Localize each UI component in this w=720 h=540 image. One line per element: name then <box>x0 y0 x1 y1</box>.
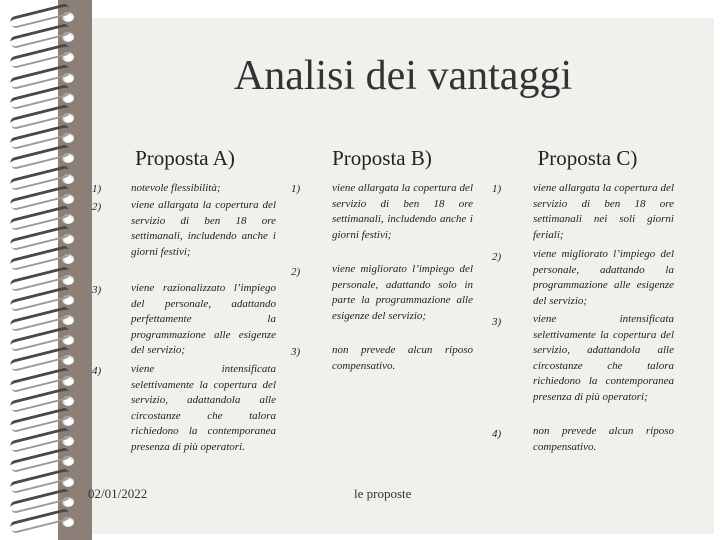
item-text: viene migliorato l’impiego del personale, adattando la programmazione alle esigenze del servizio; <box>533 248 674 307</box>
item-number: 2) <box>291 266 301 278</box>
item-number: 3) <box>492 316 502 328</box>
item-number: 1) <box>492 183 502 195</box>
item-text: viene allargata la copertura del servizio di ben 18 ore settimanali, includendo anche i giorni festivi; <box>131 199 276 258</box>
footer-date: 02/01/2022 <box>88 486 148 501</box>
column-header-a: Proposta A) <box>135 146 235 170</box>
item-number: 1) <box>92 183 102 195</box>
item-number: 2) <box>92 201 102 213</box>
item-text: non prevede alcun riposo compensativo. <box>332 344 473 372</box>
item-text: viene migliorato l’impiego del personale, adattando solo in parte la programmazione alle esigenze del servizio; <box>332 263 473 322</box>
item-text: non prevede alcun riposo compensativo. <box>533 425 674 453</box>
item-number: 3) <box>291 346 301 358</box>
item-text: viene allargata la copertura del servizio di ben 18 ore settimanali, includendo anche i giorni festivi; <box>332 182 473 241</box>
item-text: viene intensificata selettivamente la copertura del servizio, adattandola alle circostanze che talora richiedono la contemporanea presenza di più operatori. <box>131 363 276 453</box>
column-header-b: Proposta B) <box>332 146 432 170</box>
item-text: notevole flessibilità; <box>131 182 221 194</box>
item-number: 4) <box>492 428 502 440</box>
column-header-c: Proposta C) <box>537 146 638 170</box>
item-number: 1) <box>291 183 301 195</box>
item-number: 2) <box>492 251 502 263</box>
item-number: 4) <box>92 365 102 377</box>
item-number: 3) <box>92 284 102 296</box>
item-text: viene allargata la copertura del servizio di ben 18 ore settimanali nei soli giorni feriali; <box>533 182 674 241</box>
slide-title: Analisi dei vantaggi <box>233 53 573 99</box>
footer-label: le proposte <box>354 486 412 501</box>
item-text: viene razionalizzato l’impiego del personale, adattando perfettamente la programmazione alle esigenze del servizio; <box>131 282 276 357</box>
item-text: viene intensificata selettivamente la copertura del servizio, adattandola alle circostanze che talora richiedono la contemporanea presenza di più operatori; <box>533 313 674 403</box>
